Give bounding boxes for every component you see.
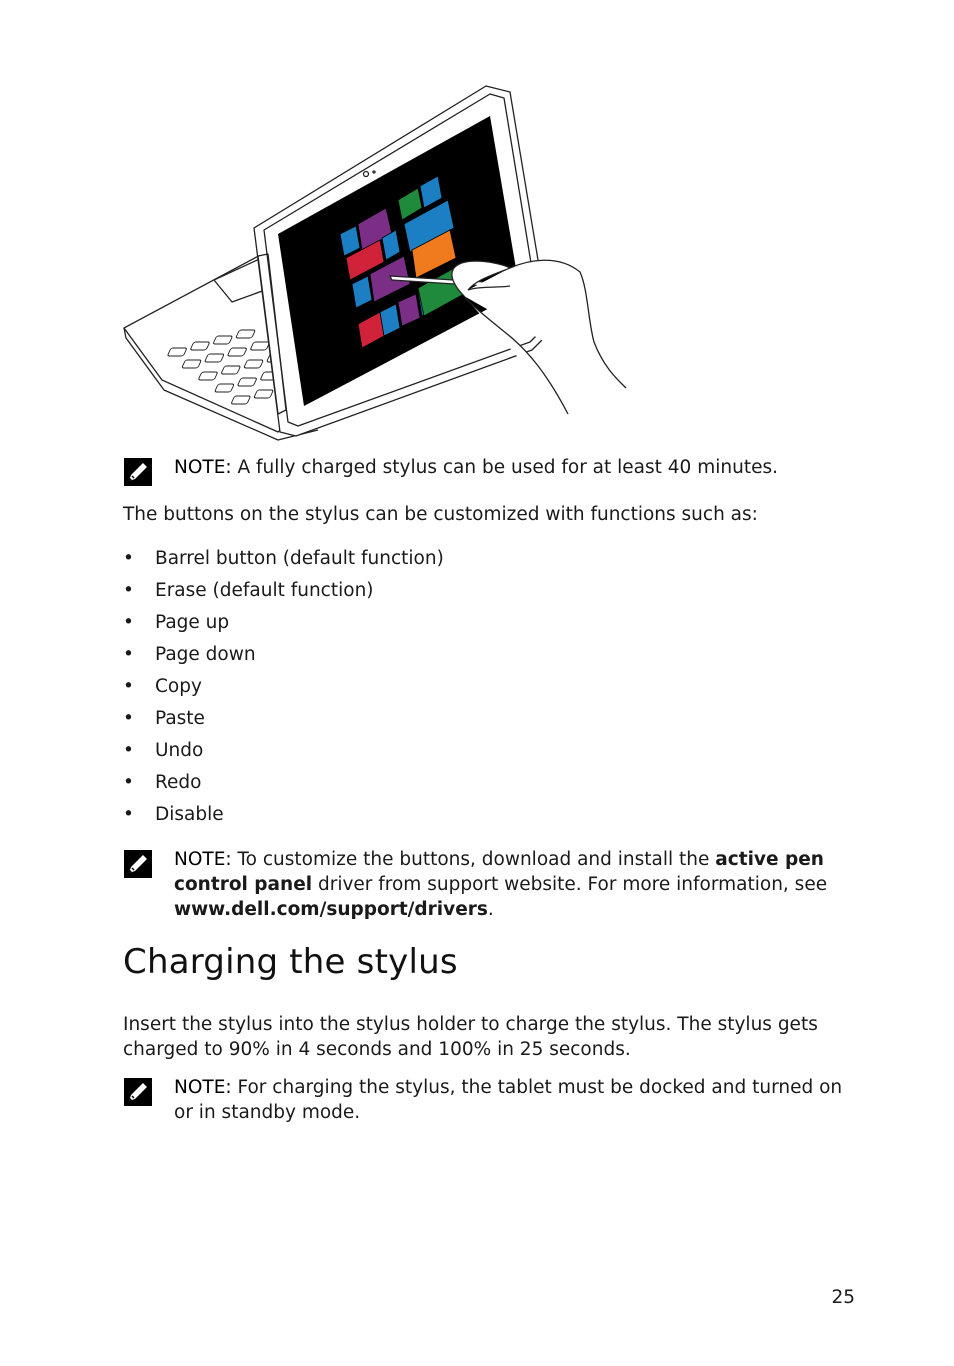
note-label: NOTE: bbox=[174, 457, 232, 478]
bullet-icon: • bbox=[123, 548, 134, 569]
bullet-icon: • bbox=[123, 580, 134, 601]
note-pencil-icon bbox=[123, 1077, 153, 1107]
section-heading: Charging the stylus bbox=[123, 942, 458, 982]
bullet-icon: • bbox=[123, 804, 134, 825]
bullet-icon: • bbox=[123, 676, 134, 697]
bullet-icon: • bbox=[123, 740, 134, 761]
note-body: A fully charged stylus can be used for at least 40 minutes. bbox=[231, 457, 778, 478]
note-label: NOTE: bbox=[174, 849, 232, 870]
support-url[interactable]: www.dell.com/support/drivers bbox=[174, 899, 488, 920]
bullet-icon: • bbox=[123, 772, 134, 793]
note-label: NOTE: bbox=[174, 1077, 232, 1098]
bullet-icon: • bbox=[123, 644, 134, 665]
note-pencil-icon bbox=[123, 457, 153, 487]
note-text: NOTE: To customize the buttons, download and install the active pen control panel driver from support website. For more information, see www.dell.com/support/drivers. bbox=[174, 849, 828, 920]
bullet-icon: • bbox=[123, 708, 134, 729]
bullet-icon: • bbox=[123, 612, 134, 633]
note-pencil-icon bbox=[123, 849, 153, 879]
app-name: active pen control panel bbox=[174, 849, 824, 895]
note-text: NOTE: For charging the stylus, the tablet must be docked and turned on or in standby mode. bbox=[174, 1077, 843, 1123]
intro-paragraph: The buttons on the stylus can be customized with functions such as: bbox=[123, 504, 758, 525]
note-text bbox=[174, 455, 864, 480]
tablet-stylus-illustration bbox=[118, 80, 638, 442]
page-number: 25 bbox=[831, 1287, 855, 1308]
charging-paragraph: Insert the stylus into the stylus holder to charge the stylus. The stylus gets charged to 90% in 4 seconds and 100% in 25 seconds. bbox=[123, 1014, 818, 1060]
